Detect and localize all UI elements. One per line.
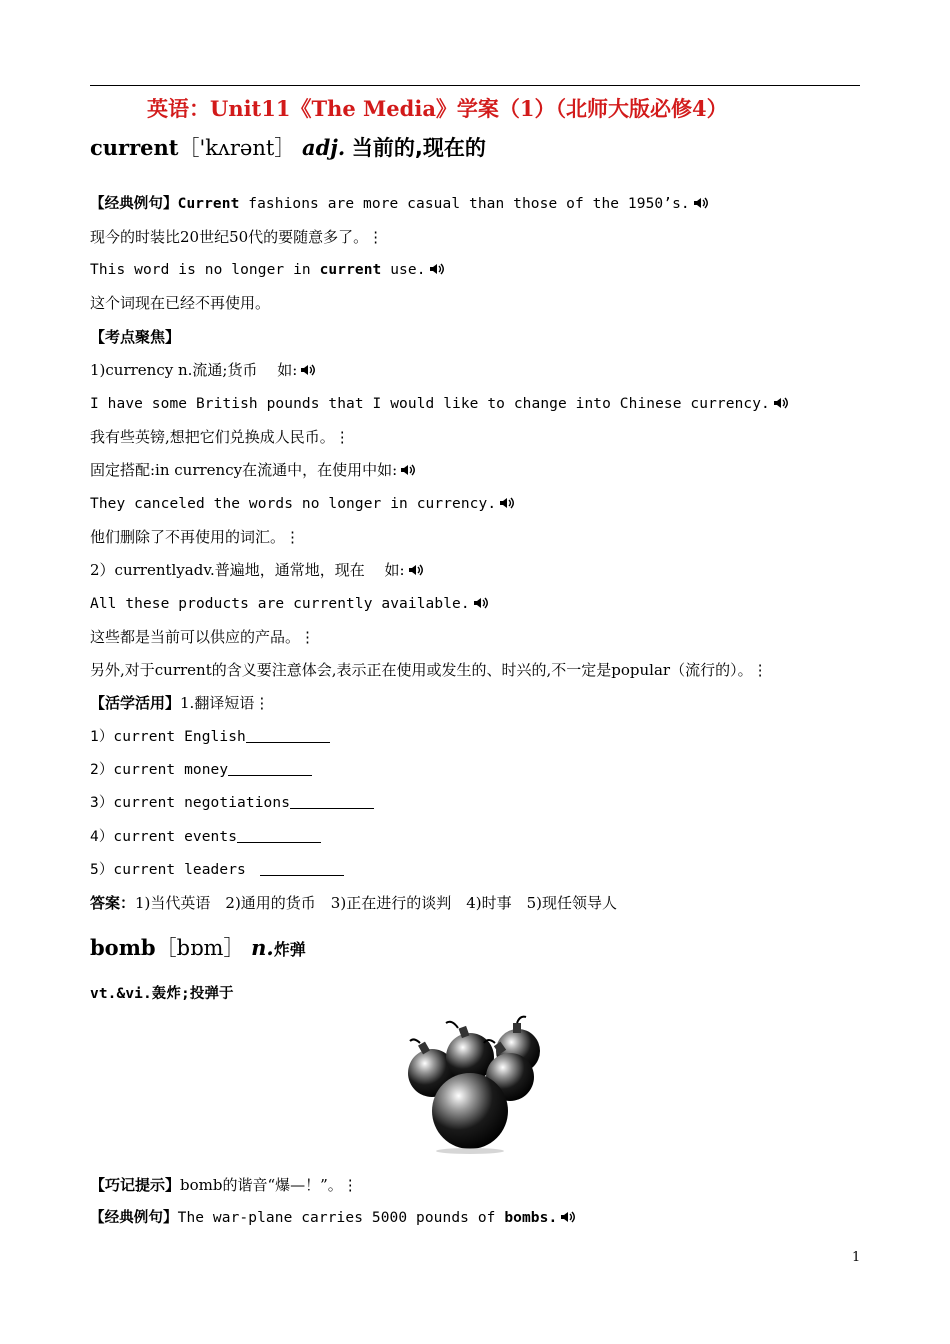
speaker-sound-icon[interactable]	[693, 197, 710, 209]
word-heading-current	[90, 134, 486, 162]
headword: current	[90, 135, 179, 160]
usage-note: 另外,对于current的含义要注意体会,表示正在使用或发生的、时兴的,不一定是popular（流行的）。⋮	[90, 661, 768, 679]
example-line-2	[90, 260, 446, 280]
practice-item-5	[90, 860, 344, 880]
focus-translation-1: 我有些英镑,想把它们兑换成人民币。⋮	[90, 428, 350, 446]
answer-blank[interactable]	[290, 794, 374, 809]
focus-example-2	[90, 594, 490, 614]
answer-label: 答案：	[90, 894, 136, 912]
focus-text: 1)currency n.流通;货币 如:	[90, 361, 298, 379]
phonetic: ［'kʌrənt］	[178, 136, 296, 160]
word-heading-bomb	[90, 934, 306, 964]
speaker-sound-icon[interactable]	[473, 597, 490, 609]
phonetic: ［bɒm］	[155, 936, 245, 960]
memo-label: 【巧记提示】	[90, 1176, 181, 1194]
keyword: bombs.	[504, 1210, 558, 1226]
practice-label: 【活学活用】	[90, 694, 181, 712]
example-label: 【经典例句】	[90, 1209, 178, 1226]
keyword: current	[319, 262, 382, 278]
bomb-example	[90, 1208, 577, 1228]
page-number: 1	[852, 1250, 861, 1265]
answer-blank[interactable]	[246, 728, 330, 743]
headword: bomb	[90, 935, 156, 960]
example-label: 【经典例句】	[90, 195, 178, 212]
practice-intro: 1.翻译短语⋮	[180, 694, 270, 712]
page-title: 英语：Unit11《The Media》学案（1）（北师大版必修4）	[147, 96, 728, 121]
item-text: 2）current money	[90, 762, 229, 778]
answer-blank[interactable]	[237, 828, 321, 843]
item-text: 1）current English	[90, 729, 246, 745]
bombs-clipart-icon	[400, 1015, 550, 1155]
speaker-sound-icon[interactable]	[560, 1211, 577, 1223]
item-text: 5）current leaders	[90, 862, 261, 878]
item-text: 3）current negotiations	[90, 795, 291, 811]
speaker-sound-icon[interactable]	[408, 564, 425, 576]
answer-blank[interactable]	[260, 861, 344, 876]
meaning: 炸弹	[273, 940, 306, 959]
phrase-example	[90, 494, 516, 514]
example-text: All these products are currently available.	[90, 596, 470, 612]
memory-tip	[90, 1175, 358, 1195]
verb-meaning: vt.&vi.轰炸;投弹于	[90, 986, 234, 1002]
answer-text: 1)当代英语 2)通用的货币 3)正在进行的谈判 4)时事 5)现任领导人	[135, 894, 617, 912]
part-of-speech: n.	[251, 935, 274, 960]
speaker-sound-icon[interactable]	[400, 464, 417, 476]
example-text: This word is no longer in	[90, 262, 320, 278]
practice-heading	[90, 693, 269, 713]
speaker-sound-icon[interactable]	[300, 364, 317, 376]
example-text: use.	[381, 262, 426, 278]
meaning: 当前的,现在的	[351, 136, 486, 160]
practice-item-2	[90, 760, 312, 780]
part-of-speech: adj.	[302, 135, 346, 160]
answer-line	[90, 893, 617, 913]
focus-translation-2: 这些都是当前可以供应的产品。⋮	[90, 628, 316, 646]
speaker-sound-icon[interactable]	[773, 397, 790, 409]
example-text: The war-plane carries 5000 pounds of	[177, 1210, 505, 1226]
translation-1: 现今的时装比20世纪50代的要随意多了。⋮	[90, 228, 384, 246]
example-text: I have some British pounds that I would like to change into Chinese currency.	[90, 396, 770, 412]
focus-label: 【考点聚焦】	[90, 328, 181, 346]
keyword: Current	[177, 196, 240, 212]
example-text: They canceled the words no longer in currency.	[90, 496, 497, 512]
phrase-translation: 他们删除了不再使用的词汇。⋮	[90, 528, 301, 546]
answer-blank[interactable]	[228, 761, 312, 776]
speaker-sound-icon[interactable]	[499, 497, 516, 509]
focus-item-1	[90, 360, 317, 380]
header-rule	[90, 85, 860, 86]
translation-2: 这个词现在已经不再使用。	[90, 294, 271, 312]
fixed-phrase	[90, 460, 417, 480]
focus-example-1	[90, 394, 790, 414]
memo-text: bomb的谐音“爆—！”。⋮	[180, 1176, 358, 1194]
focus-item-2	[90, 560, 425, 580]
practice-item-1	[90, 727, 330, 747]
speaker-sound-icon[interactable]	[429, 263, 446, 275]
example-text: fashions are more casual than those of the 1950’s.	[239, 196, 690, 212]
practice-item-4	[90, 827, 321, 847]
item-text: 4）current events	[90, 829, 238, 845]
phrase-text: 固定搭配:in currency在流通中，在使用中如:	[90, 461, 398, 479]
example-line-1	[90, 194, 710, 214]
practice-item-3	[90, 793, 374, 813]
focus-text: 2）currentlyadv.普遍地，通常地，现在 如:	[90, 561, 405, 579]
